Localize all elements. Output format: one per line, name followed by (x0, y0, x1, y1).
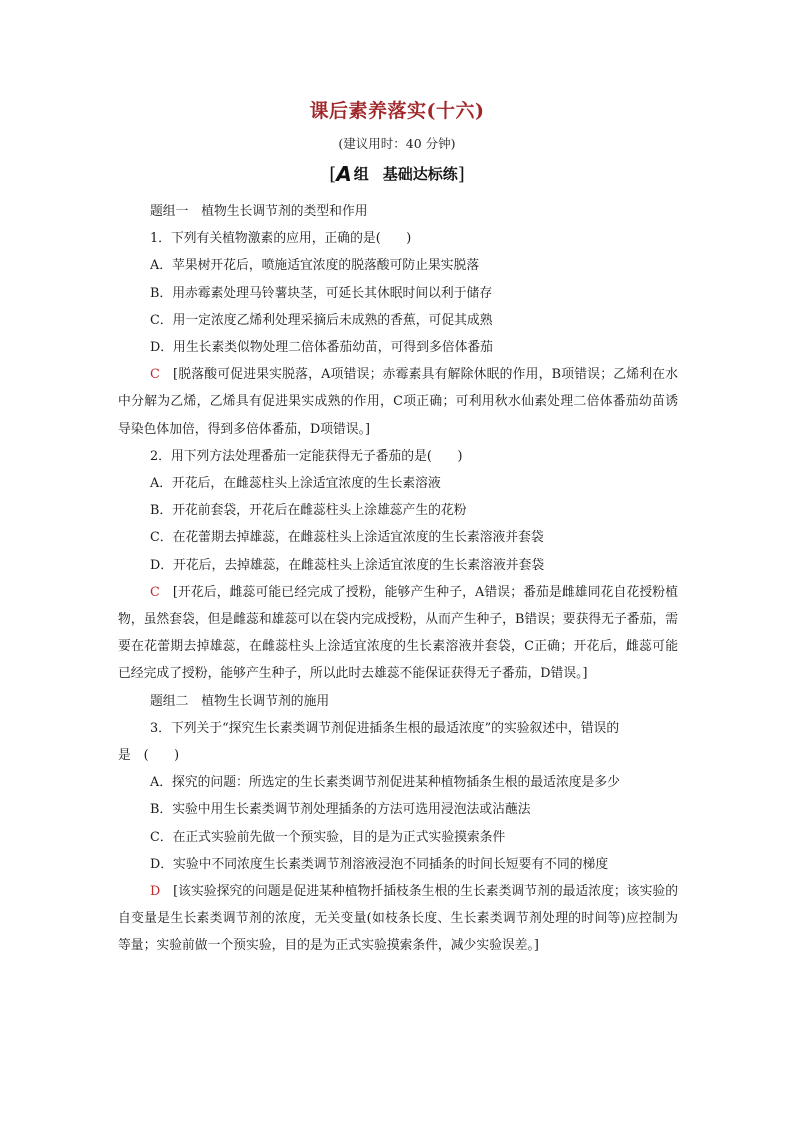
answer-explanation (118, 878, 678, 960)
question-stem: 1．下列有关植物激素的应用，正确的是( ) (150, 231, 412, 247)
answer-explanation (118, 579, 678, 688)
option-a: A．苹果树开花后，喷施适宜浓度的脱落酸可防止果实脱落 (150, 258, 480, 274)
answer-letter: D (150, 884, 161, 900)
option-d: D．开花后，去掉雄蕊，在雌蕊柱头上涂适宜浓度的生长素溶液并套袋 (150, 557, 545, 573)
option-c: C．用一定浓度乙烯利处理采摘后未成熟的香蕉，可促其成熟 (150, 312, 493, 328)
section-heading: 题组二 植物生长调节剂的施用 (150, 693, 330, 709)
section-heading: 题组一 植物生长调节剂的类型和作用 (150, 204, 368, 219)
page-title: 课后素养落实(十六) (309, 100, 485, 122)
explanation-text: [该实验探究的问题是促进某种植物扦插枝条生根的生长素类调节剂的最适浓度；该实验的自变量是生长素类调节剂的浓度，无关变量(如枝条长度、生长素类调节剂处理的时间等)应控制为等量；实验前做一个预实验，目的是为正式实验摸索条件，减少实验误差。] (118, 884, 678, 954)
group-header (0, 162, 794, 186)
option-b: B．用赤霉素处理马铃薯块茎，可延长其休眠时间以利于储存 (150, 285, 493, 301)
answer-letter: C (150, 367, 160, 383)
option-a: A．探究的问题：所选定的生长素类调节剂促进某种植物插条生根的最适浓度是多少 (150, 775, 620, 791)
question-content (118, 198, 678, 960)
time-suggestion: (建议用时：40 分钟) (338, 136, 456, 151)
explanation-text: [脱落酸可促进果实脱落，A项错误；赤霉素具有解除休眠的作用，B项错误；乙烯利在水中分解为乙烯，乙烯具有促进果实成熟的作用，C项正确；可利用秋水仙素处理二倍体番茄幼苗诱导染色体加倍，得到多倍体番茄，D项错误。] (118, 367, 678, 437)
option-a: A．开花后，在雌蕊柱头上涂适宜浓度的生长素溶液 (150, 476, 441, 492)
group-label: 组 (353, 165, 369, 183)
option-c: C．在正式实验前先做一个预实验，目的是为正式实验摸索条件 (150, 829, 506, 845)
group-letter: A (336, 162, 352, 186)
group-bracket-close: ] (457, 164, 465, 185)
option-d: D．实验中不同浓度生长素类调节剂溶液浸泡不同插条的时间长短要有不同的梯度 (150, 856, 609, 872)
option-c: C．在花蕾期去掉雄蕊，在雌蕊柱头上涂适宜浓度的生长素溶液并套袋 (150, 530, 544, 546)
question-stem-continued: 是 ( ) (118, 748, 180, 764)
question-stem: 2．用下列方法处理番茄一定能获得无子番茄的是( ) (150, 448, 463, 464)
group-name: 基础达标练 (382, 165, 458, 183)
answer-letter: C (150, 584, 160, 600)
question-stem: 3．下列关于“探究生长素类调节剂促进插条生根的最适浓度”的实验叙述中，错误的 (150, 720, 620, 736)
option-d: D．用生长素类似物处理二倍体番茄幼苗，可得到多倍体番茄 (150, 340, 493, 356)
option-b: B．开花前套袋，开花后在雌蕊柱头上涂雄蕊产生的花粉 (150, 503, 467, 519)
group-bracket-open: [ (329, 164, 337, 185)
explanation-text: [开花后，雌蕊可能已经完成了授粉，能够产生种子，A错误；番茄是雌雄同花自花授粉植物，虽然套袋，但是雌蕊和雄蕊可以在袋内完成授粉，从而产生种子，B错误；要获得无子番茄，需要在花蕾期去掉雄蕊，在雌蕊柱头上涂适宜浓度的生长素溶液并套袋，C正确；开花后，雌蕊可能已经完成了授粉，能够产生种子，所以此时去雄蕊不能保证获得无子番茄，D错误。] (118, 584, 678, 682)
option-b: B．实验中用生长素类调节剂处理插条的方法可选用浸泡法或沾蘸法 (150, 802, 531, 818)
answer-explanation (118, 361, 678, 443)
